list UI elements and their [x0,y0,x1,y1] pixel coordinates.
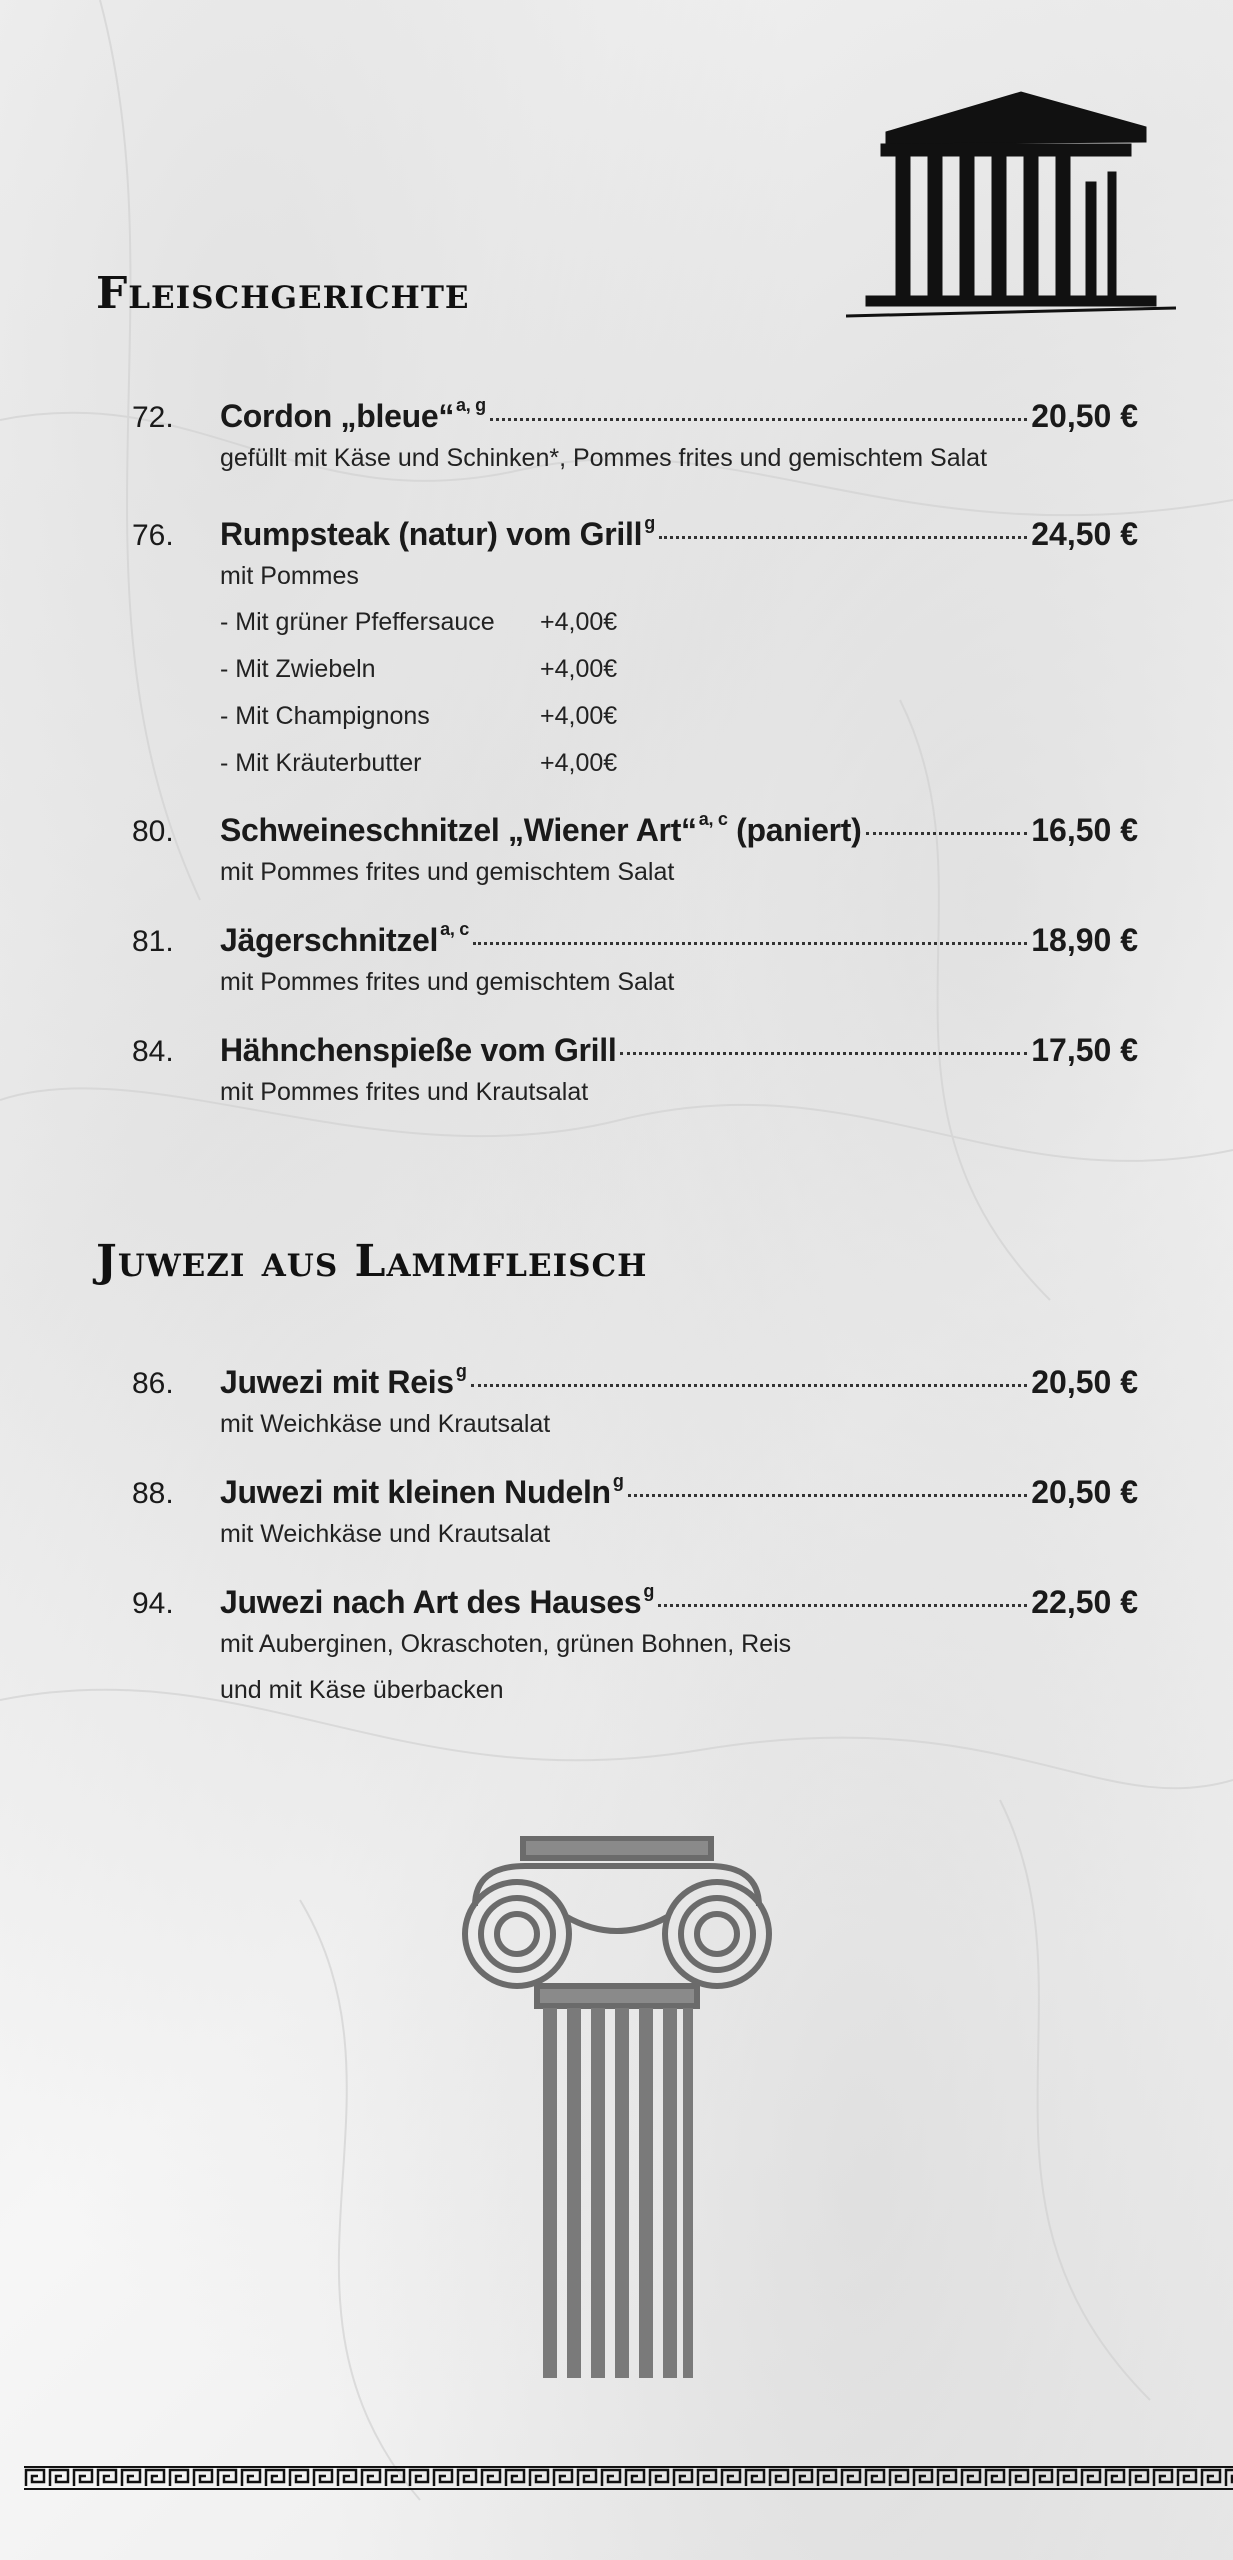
item-number: 81. [132,925,174,958]
leader-dots [628,1494,1028,1497]
menu-item-72 [132,395,1138,481]
item-description: mit Weichkäse und Krautsalat [220,1520,551,1548]
allergen-codes: a, g [456,395,486,416]
menu-item-84 [132,1032,1138,1115]
item-option: - Mit Kräuterbutter +4,00€ [220,749,618,777]
leader-dots [620,1052,1027,1055]
item-number: 88. [132,1477,174,1510]
leader-dots [866,832,1028,835]
ionic-column-icon [455,1836,779,2384]
item-price: 20,50 € [1031,398,1138,434]
leader-dots [471,1384,1028,1387]
item-name: Rumpsteak (natur) vom Grill $^g$ [220,513,655,552]
item-price: 16,50 € [1031,812,1138,848]
menu-item-81 [132,919,1138,1005]
item-number: 84. [132,1035,174,1068]
item-option: - Mit Champignons +4,00€ [220,702,618,730]
menu-item-94 [132,1581,1138,1713]
item-price: 24,50 € [1031,516,1138,552]
item-price: 20,50 € [1031,1364,1138,1400]
leader-dots [659,536,1027,539]
item-description: mit Auberginen, Okraschoten, grünen Bohnen, Reis [220,1630,792,1658]
item-description: mit Pommes frites und gemischtem Salat [220,968,675,996]
allergen-codes: g [644,513,655,534]
item-description: mit Pommes frites und gemischtem Salat [220,858,675,886]
greek-key-border [24,2466,1233,2490]
section-title-juwezi: Juwezi aus Lammfleisch [96,1236,648,1287]
greek-temple-icon [846,72,1176,322]
item-description: mit Weichkäse und Krautsalat [220,1410,551,1438]
leader-dots [490,418,1027,421]
leader-dots [473,942,1027,945]
item-description: mit Pommes [220,562,359,590]
item-price: 22,50 € [1031,1584,1138,1620]
menu-item-76 [132,513,1138,787]
item-number: 76. [132,519,174,552]
item-name: Juwezi mit kleinen Nudeln $^g$ [220,1471,624,1510]
item-option: - Mit Zwiebeln +4,00€ [220,655,618,683]
item-option: - Mit grüner Pfeffersauce +4,00€ [220,608,618,636]
item-price: 17,50 € [1031,1032,1138,1068]
allergen-codes: g [612,1471,624,1492]
item-price: 20,50 € [1031,1474,1138,1510]
item-name: Hähnchenspieße vom Grill [220,1032,617,1068]
menu-item-80 [132,809,1138,895]
item-name: Cordon „bleue“ $^{a, g}$ [220,395,486,434]
allergen-codes: a, c [698,809,728,830]
section-title-fleischgerichte: Fleischgerichte [96,268,470,319]
item-number: 80. [132,815,174,848]
menu-item-86 [132,1361,1138,1447]
item-number: 72. [132,401,174,434]
leader-dots [658,1604,1027,1607]
item-number: 94. [132,1587,174,1620]
item-price: 18,90 € [1031,922,1138,958]
item-name: Jägerschnitzel $^{a, c}$ [220,919,469,958]
allergen-codes: a, c [440,919,469,940]
item-name: Juwezi nach Art des Hauses $^g$ [220,1581,655,1620]
item-number: 86. [132,1367,174,1400]
allergen-codes: g [643,1581,655,1602]
item-name: Schweineschnitzel „Wiener Art“ $^{a, c}$ (paniert) [220,809,862,848]
allergen-codes: g [455,1361,467,1382]
item-description: gefüllt mit Käse und Schinken*, Pommes frites und gemischtem Salat [220,444,988,472]
item-description: mit Pommes frites und Krautsalat [220,1078,589,1106]
item-name: Juwezi mit Reis $^g$ [220,1361,467,1400]
menu-item-88 [132,1471,1138,1557]
item-description-line2: und mit Käse überbacken [220,1676,504,1704]
